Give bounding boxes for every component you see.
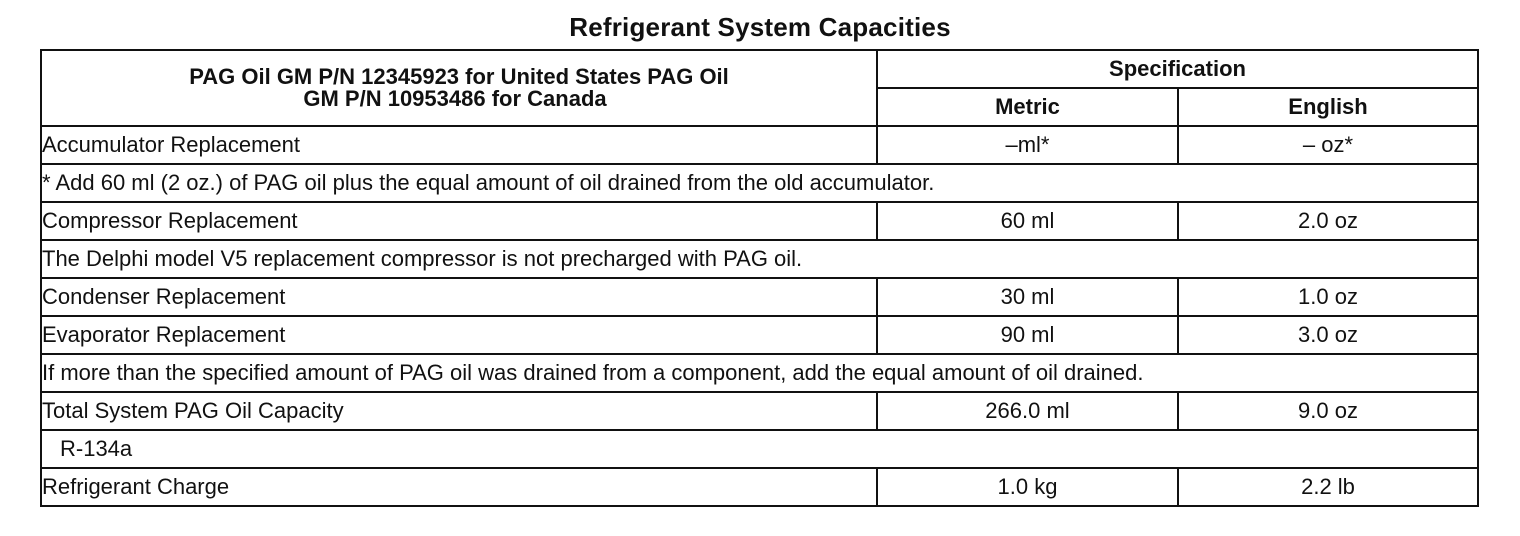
table-row xyxy=(41,126,1478,164)
row-metric: 60 ml xyxy=(877,202,1178,240)
row-english: 2.2 lb xyxy=(1178,468,1478,506)
row-label: Condenser Replacement xyxy=(41,278,877,316)
table-note-row xyxy=(41,354,1478,392)
row-note: The Delphi model V5 replacement compressor is not precharged with PAG oil. xyxy=(41,240,1478,278)
table-row xyxy=(41,468,1478,506)
row-metric: 1.0 kg xyxy=(877,468,1178,506)
table-row xyxy=(41,392,1478,430)
header-oil-label-line2: GM P/N 10953486 for Canada xyxy=(303,86,607,111)
table-section-row xyxy=(41,430,1478,468)
table-row xyxy=(41,278,1478,316)
row-label: Accumulator Replacement xyxy=(41,126,877,164)
table-row xyxy=(41,316,1478,354)
row-label: Evaporator Replacement xyxy=(41,316,877,354)
row-label: Refrigerant Charge xyxy=(41,468,877,506)
row-english: 2.0 oz xyxy=(1178,202,1478,240)
header-specification: Specification xyxy=(877,50,1478,88)
row-note: If more than the specified amount of PAG oil was drained from a component, add the equal amount of oil drained. xyxy=(41,354,1478,392)
row-english: 1.0 oz xyxy=(1178,278,1478,316)
row-label: Compressor Replacement xyxy=(41,202,877,240)
table-note-row xyxy=(41,240,1478,278)
header-metric: Metric xyxy=(877,88,1178,126)
capacities-table xyxy=(40,49,1479,507)
row-label: Total System PAG Oil Capacity xyxy=(41,392,877,430)
header-english: English xyxy=(1178,88,1478,126)
row-note: * Add 60 ml (2 oz.) of PAG oil plus the equal amount of oil drained from the old accumulator. xyxy=(41,164,1478,202)
section-label: R-134a xyxy=(41,430,1478,468)
page-title: Refrigerant System Capacities xyxy=(569,12,951,42)
row-metric: 266.0 ml xyxy=(877,392,1178,430)
row-english: 9.0 oz xyxy=(1178,392,1478,430)
row-english: – oz* xyxy=(1178,126,1478,164)
row-metric: –ml* xyxy=(877,126,1178,164)
table-note-row xyxy=(41,164,1478,202)
row-metric: 90 ml xyxy=(877,316,1178,354)
row-metric: 30 ml xyxy=(877,278,1178,316)
table-row xyxy=(41,202,1478,240)
header-oil-label-line1: PAG Oil GM P/N 12345923 for United States PAG Oil xyxy=(189,64,729,89)
row-english: 3.0 oz xyxy=(1178,316,1478,354)
header-oil-label xyxy=(41,50,877,126)
